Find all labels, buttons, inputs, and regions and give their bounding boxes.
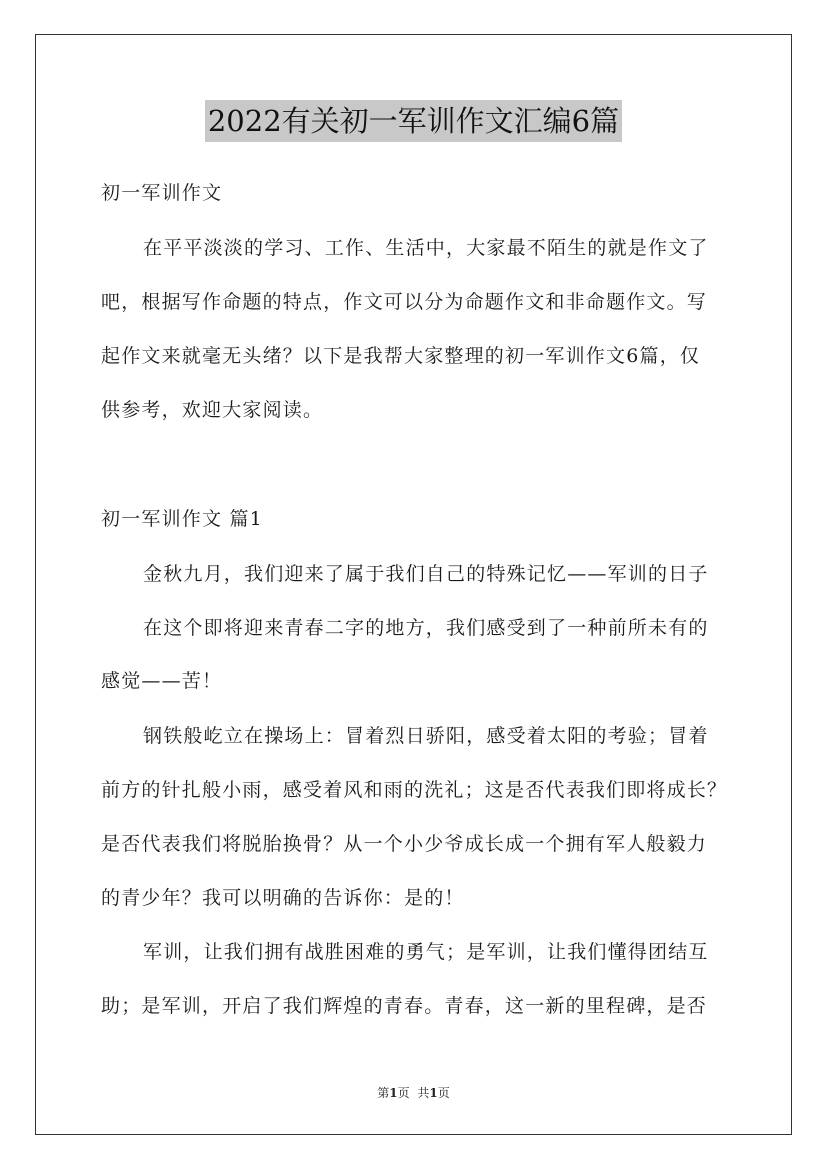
section-heading: 初一军训作文 [101, 182, 223, 204]
paragraph-line: 钢铁般屹立在操场上：冒着烈日骄阳，感受着太阳的考验；冒着 [143, 725, 709, 747]
paragraph-line: 在这个即将迎来青春二字的地方，我们感受到了一种前所未有的 [143, 617, 709, 639]
total-suffix: 页 [437, 1086, 450, 1100]
total-pages: 1 [429, 1086, 438, 1100]
title-container [0, 100, 827, 142]
paragraph-line: 感觉——苦！ [101, 670, 223, 692]
page-suffix: 页 [397, 1086, 410, 1100]
page-number: 1 [389, 1086, 398, 1100]
page-prefix: 第 [377, 1086, 390, 1100]
paragraph-line: 金秋九月，我们迎来了属于我们自己的特殊记忆——军训的日子 [143, 563, 709, 585]
paragraph-line: 的青少年？我可以明确的告诉你：是的！ [101, 887, 465, 909]
document-title: 2022有关初一军训作文汇编6篇 [205, 100, 622, 142]
section-heading: 初一军训作文 篇1 [101, 508, 263, 530]
total-prefix: 共 [417, 1086, 430, 1100]
paragraph-line: 是否代表我们将脱胎换骨？从一个小少爷成长成一个拥有军人般毅力 [101, 833, 708, 855]
paragraph-line: 吧，根据写作命题的特点，作文可以分为命题作文和非命题作文。写 [101, 291, 708, 313]
paragraph-line: 助；是军训，开启了我们辉煌的青春。青春，这一新的里程碑，是否 [101, 995, 708, 1017]
paragraph-line: 在平平淡淡的学习、工作、生活中，大家最不陌生的就是作文了 [143, 237, 709, 259]
paragraph-line: 前方的针扎般小雨，感受着风和雨的洗礼；这是否代表我们即将成长？ [101, 779, 728, 801]
paragraph-line: 军训，让我们拥有战胜困难的勇气；是军训，让我们懂得团结互 [143, 941, 709, 963]
paragraph-line: 供参考，欢迎大家阅读。 [101, 399, 324, 421]
page-footer [0, 1084, 827, 1102]
paragraph-line: 起作文来就毫无头绪？以下是我帮大家整理的初一军训作文6篇，仅 [101, 345, 701, 367]
